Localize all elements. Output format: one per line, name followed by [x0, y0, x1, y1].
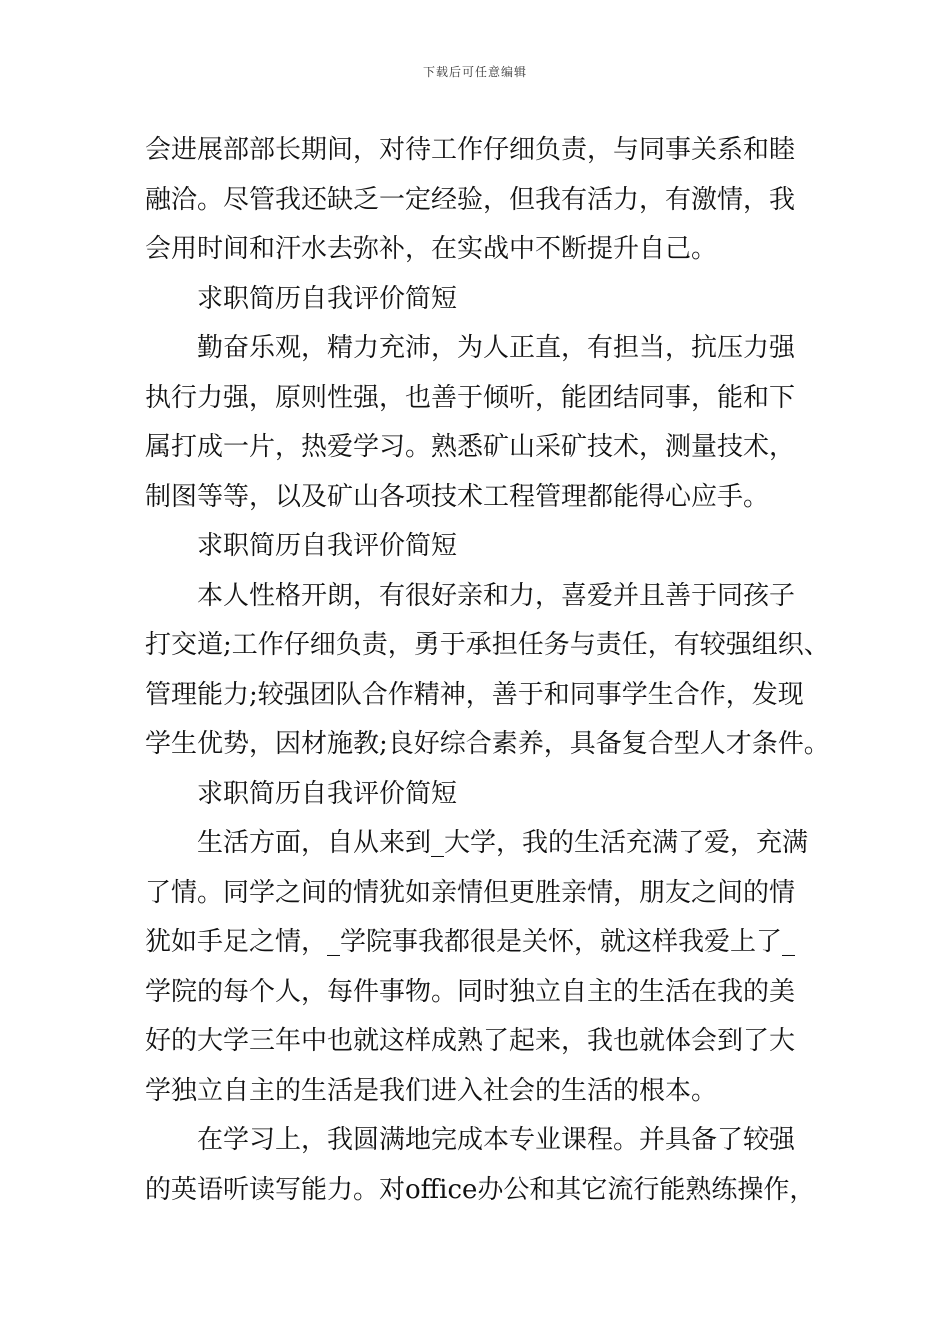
- text-line: 犹如手足之情，_学院事我都很是关怀，就这样我爱上了_: [145, 927, 796, 957]
- text-line: 融洽。尽管我还缺乏一定经验，但我有活力，有激情，我: [145, 184, 796, 215]
- text-line: 好的大学三年中也就这样成熟了起来，我也就体会到了大: [145, 1026, 796, 1056]
- text-line: 本人性格开朗，有很好亲和力，喜爱并且善于同孩子: [197, 580, 796, 611]
- page-header: 下载后可任意编辑: [422, 65, 527, 79]
- section-heading: 求职简历自我评价简短: [197, 531, 458, 561]
- text-line: 学生优势，因材施教;良好综合素养，具备复合型人才条件。: [145, 729, 830, 759]
- text-line: 学院的每个人，每件事物。同时独立自主的生活在我的美: [145, 976, 796, 1007]
- text-line: 勤奋乐观，精力充沛，为人正直，有担当，抗压力强: [197, 333, 796, 363]
- document-body: [145, 126, 830, 1215]
- text-line: 了情。同学之间的情犹如亲情但更胜亲情，朋友之间的情: [145, 877, 796, 908]
- text-line: 属打成一片，热爱学习。熟悉矿山采矿技术，测量技术，: [145, 432, 796, 462]
- text-line: 的英语听读写能力。对office办公和其它流行能熟练操作，: [145, 1174, 816, 1205]
- text-line: 执行力强，原则性强，也善于倾听，能团结同事，能和下: [145, 382, 796, 413]
- text-line: 会进展部部长期间，对待工作仔细负责，与同事关系和睦: [145, 135, 796, 165]
- section-heading: 求职简历自我评价简短: [197, 283, 458, 314]
- text-line: 打交道;工作仔细负责，勇于承担任务与责任，有较强组织、: [145, 630, 830, 660]
- section-heading: 求职简历自我评价简短: [197, 778, 458, 809]
- text-line: 管理能力;较强团队合作精神，善于和同事学生合作，发现: [145, 679, 804, 710]
- text-line: 会用时间和汗水去弥补，在实战中不断提升自己。: [145, 234, 718, 264]
- text-line: 制图等等，以及矿山各项技术工程管理都能得心应手。: [145, 481, 770, 512]
- text-line: 学独立自主的生活是我们进入社会的生活的根本。: [145, 1075, 718, 1106]
- text-line: 在学习上，我圆满地完成本专业课程。并具备了较强: [197, 1125, 796, 1155]
- text-line: 生活方面，自从来到_大学，我的生活充满了爱，充满: [197, 828, 809, 858]
